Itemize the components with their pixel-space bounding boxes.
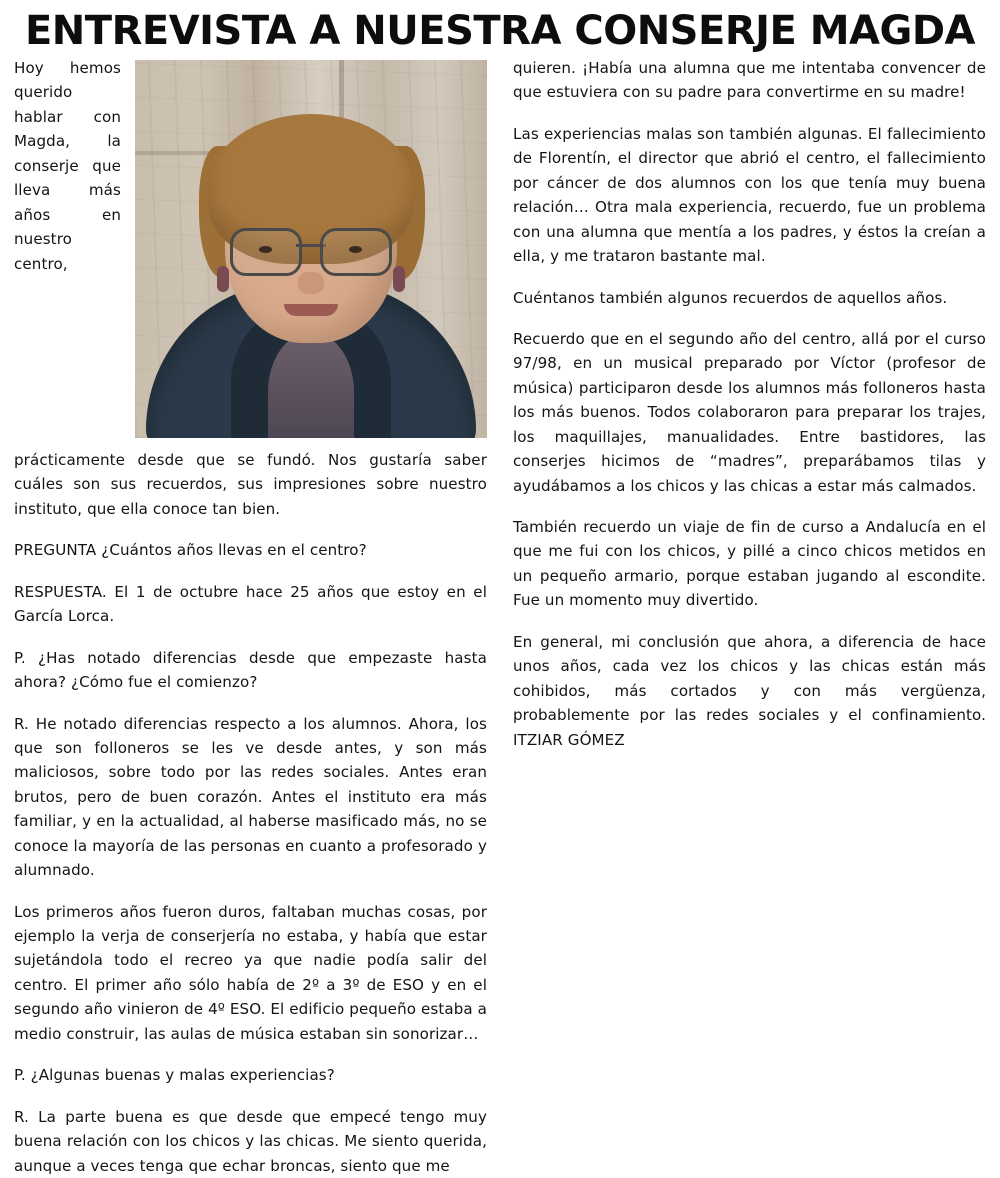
nose [298,272,324,294]
eye-right [349,246,362,253]
paragraph: Hoy hemos querido hablar con Magda, la conserje que lleva más años en nuestro centro, prácticamente desde que se fundó. Nos gustaría saber cuáles son sus recuerdos, sus impresiones sobre nuestro instituto, que ella conoce tan bien. [14,59,487,518]
photo-background [135,60,487,438]
paragraph-question: P. ¿Has notado diferencias desde que empezaste hasta ahora? ¿Cómo fue el comienzo? [14,648,487,692]
paragraph-answer: R. He notado diferencias respecto a los alumnos. Ahora, los que son folloneros se les ve desde antes, y son más maliciosos, sobre todo por las redes sociales. Antes eran brutos, pero de buen corazón. Antes el instituto era más familiar, y en la actualidad, al haberse masificado más, no se conoce la mayoría de las personas en cuanto a profesorado y alumnado. [14,714,487,880]
glasses-icon [230,228,392,272]
paragraph-closing: En general, mi conclusión que ahora, a diferencia de hace unos años, cada vez los chicos y las chicas están más cohibidos, más cortados y con más vergüenza, probablemente por las redes sociales y el confinamiento. ITZIAR GÓMEZ [513,632,986,749]
article-columns [0,56,1000,1175]
portrait-photo [135,60,487,438]
mouth [284,304,338,316]
paragraph-question: PREGUNTA ¿Cuántos años llevas en el centro? [14,541,367,560]
earring-right-icon [393,266,405,292]
paragraph-answer: RESPUESTA. El 1 de octubre hace 25 años que estoy en el García Lorca. [14,582,487,626]
article-page [0,8,1000,1175]
eye-left [259,246,272,253]
paragraph: También recuerdo un viaje de fin de curso a Andalucía en el que me fui con los chicos, y pillé a cinco chicos metidos en un pequeño armario, porque estaban jugando al escondite. Fue un momento muy divertido. [513,518,986,610]
page-title: ENTREVISTA A NUESTRA CONSERJE MAGDA [24,8,976,54]
paragraph-question: Cuéntanos también algunos recuerdos de aquellos años. [513,288,948,307]
paragraph: quieren. ¡Había una alumna que me intentaba convencer de que estuviera con su padre para convertirme en su madre! [513,59,986,102]
right-column [513,56,986,1011]
paragraph: Los primeros años fueron duros, faltaban muchas cosas, por ejemplo la verja de conserjería no estaba, y había que estar sujetándola todo el recreo ya que nadie podía salir del centro. El primer año sólo había de 2º a 3º de ESO y en el segundo año vinieron de 4º ESO. El edificio pequeño estaba a medio construir, las aulas de música estaban sin sonorizar… [14,902,487,1043]
paragraph: Las experiencias malas son también algunas. El fallecimiento de Florentín, el director que abrió el centro, el fallecimiento por cáncer de dos alumnos con los que tenía muy buena relación… Otra mala experiencia, recuerdo, fue un problema con una alumna que mentía a los padres, y éstos la creían a ella, y me trataron bastante mal. [513,124,986,266]
paragraph-question: P. ¿Algunas buenas y malas experiencias? [14,1066,335,1085]
left-column [14,56,487,1175]
paragraph-answer: R. La parte buena es que desde que empecé tengo muy buena relación con los chicos y las chicas. Me siento querida, aunque a veces tenga que echar broncas, siento que me [14,1107,487,1175]
earring-left-icon [217,266,229,292]
paragraph-answer: Recuerdo que en el segundo año del centro, allá por el curso 97/98, en un musical preparado por Víctor (profesor de música) participaron desde los alumnos más folloneros hasta los más buenos. Todos colaboraron para preparar los trajes, los maquillajes, manualidades. Entre bastidores, las conserjes hicimos de “madres”, preparábamos tilas y ayudábamos a los chicos y las chicas a estar más calmados. [513,329,986,495]
